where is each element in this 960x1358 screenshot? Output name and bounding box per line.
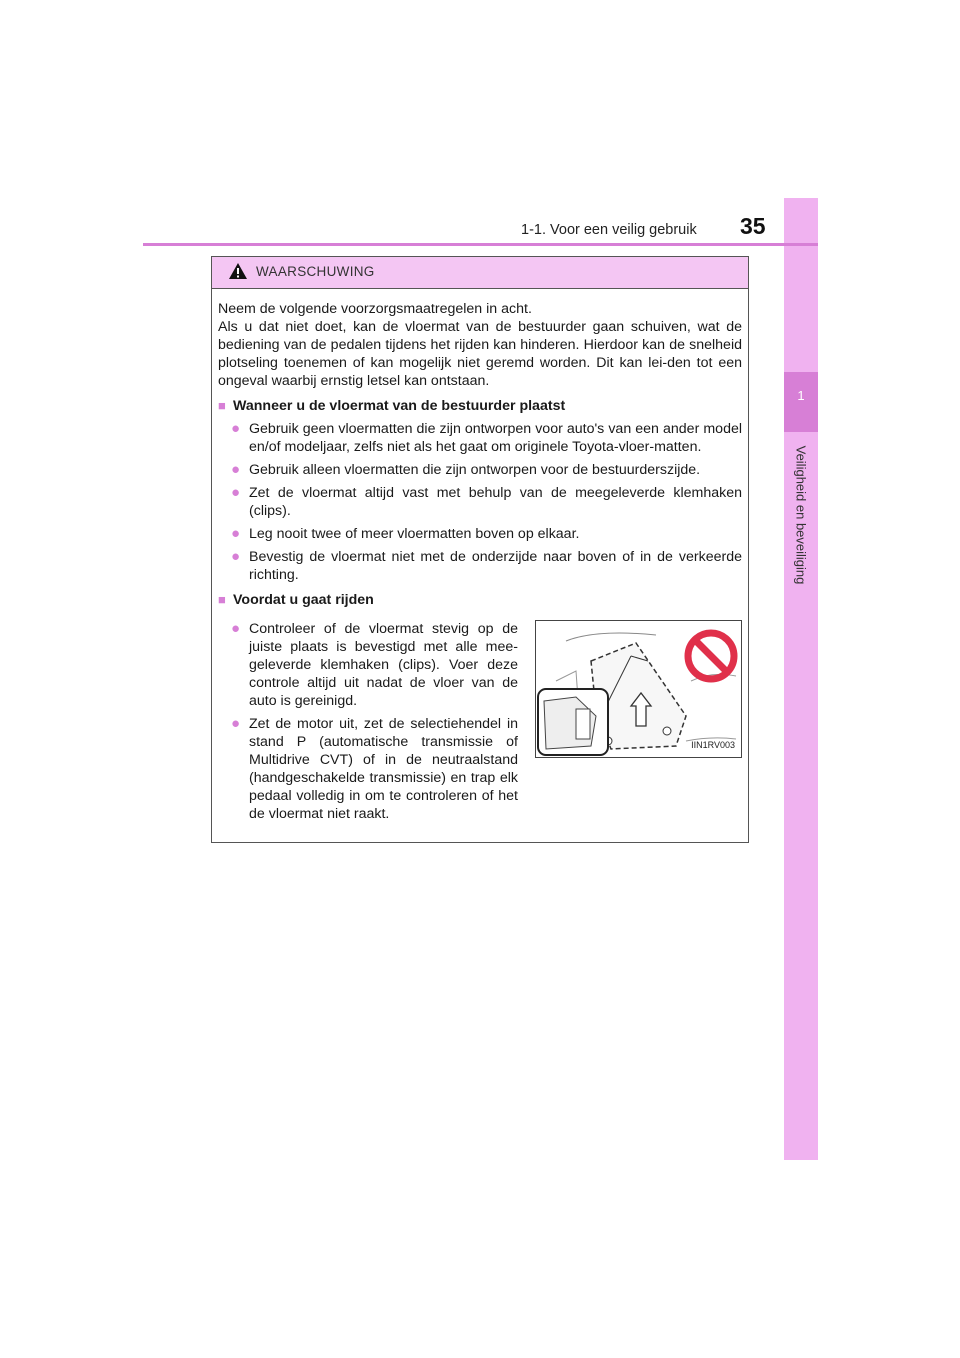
list-item xyxy=(218,548,742,584)
round-bullet-icon: ● xyxy=(231,620,241,637)
square-bullet-icon: ■ xyxy=(218,398,226,413)
section2-title: Voordat u gaat rijden xyxy=(233,592,374,608)
round-bullet-icon: ● xyxy=(231,484,241,501)
list-item-text: Zet de vloermat altijd vast met behulp van de meegeleverde klemhaken (clips). xyxy=(249,485,742,519)
warning-body xyxy=(212,289,748,823)
round-bullet-icon: ● xyxy=(231,420,241,437)
warning-box xyxy=(211,256,749,843)
warning-intro-line2: Als u dat niet doet, kan de vloermat van de bestuurder gaan schuiven, wat de bediening van de pedalen tijdens het rijden kan hinderen. Hierdoor kan de snelheid plotseling toenemen of kan mogelijk niet geremd worden. Dit kan lei-den tot een ongeval waarbij ernstig letsel kan ontstaan. xyxy=(218,319,742,389)
two-column-block xyxy=(218,613,742,823)
header-divider xyxy=(143,243,818,246)
list-item xyxy=(218,525,742,543)
round-bullet-icon: ● xyxy=(231,525,241,542)
section-heading xyxy=(218,591,742,609)
round-bullet-icon: ● xyxy=(231,548,241,565)
round-bullet-icon: ● xyxy=(231,461,241,478)
square-bullet-icon: ■ xyxy=(218,592,226,607)
chapter-side-tab xyxy=(784,198,818,1160)
list-item-text: Leg nooit twee of meer vloermatten boven op elkaar. xyxy=(249,526,580,542)
list-item-text: Gebruik alleen vloermatten die zijn ontworpen voor de bestuurderszijde. xyxy=(249,462,701,478)
list-item-text: Zet de motor uit, zet de selectiehendel in stand P (automatische transmissie of Multidrive CVT) of in de neutraalstand (handgeschakelde transmissie) en trap elk pedaal volledig in om te controleren of het de vloermat niet raakt. xyxy=(249,716,518,822)
section-heading xyxy=(218,397,742,415)
column-text xyxy=(218,613,518,823)
floor-mat-illustration xyxy=(535,620,742,758)
list-item-text: Controleer of de vloermat stevig op de juiste plaats is bevestigd met alle mee-geleverde klemhaken (clips). Voer deze controle altijd uit nadat de vloer van de auto is gereinigd. xyxy=(249,621,518,709)
list-item xyxy=(218,461,742,479)
warning-intro-line1: Neem de volgende voorzorgsmaatregelen in acht. xyxy=(218,301,532,317)
list-item xyxy=(218,620,518,710)
chapter-number: 1 xyxy=(797,388,805,403)
prohibition-sign-icon xyxy=(684,629,738,688)
round-bullet-icon: ● xyxy=(231,715,241,732)
page-number: 35 xyxy=(740,213,766,239)
section-title: 1-1. Voor een veilig gebruik xyxy=(521,222,697,238)
illustration-column xyxy=(535,620,742,823)
warning-header xyxy=(212,257,748,289)
warning-triangle-icon xyxy=(228,262,248,285)
list-item xyxy=(218,420,742,456)
chapter-label: Veiligheid en beveiliging xyxy=(793,445,809,585)
illustration-code: IIN1RV003 xyxy=(691,740,735,750)
list-item xyxy=(218,715,518,823)
warning-title: WAARSCHUWING xyxy=(256,264,375,279)
list-item-text: Bevestig de vloermat niet met de onderzijde naar boven of in de verkeerde richting. xyxy=(249,549,742,583)
list-item-text: Gebruik geen vloermatten die zijn ontworpen voor auto's van een ander model en/of modeljaar, zelfs niet als het gaat om originele Toyota-vloer-matten. xyxy=(249,421,742,455)
section1-title: Wanneer u de vloermat van de bestuurder plaatst xyxy=(233,398,566,414)
list-item xyxy=(218,484,742,520)
